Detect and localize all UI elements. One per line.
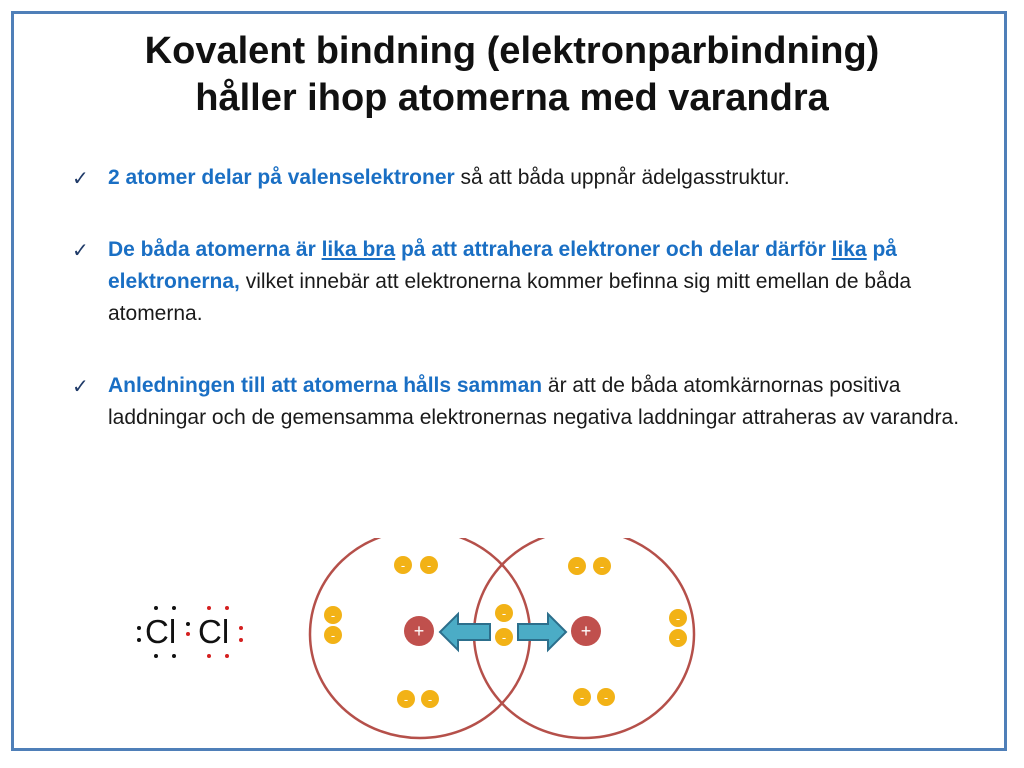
lewis-dot	[239, 638, 243, 642]
electron-label: -	[603, 690, 609, 705]
electron-label: -	[675, 611, 681, 626]
lewis-dot	[137, 638, 141, 642]
lewis-shared-dot	[186, 622, 190, 626]
lewis-dot	[207, 654, 211, 658]
lewis-dot	[239, 626, 243, 630]
electron-pair-right-top	[568, 557, 611, 575]
bullet-emphasis: på elektronerna,	[108, 238, 897, 293]
slide-title	[40, 28, 984, 122]
bullet-item	[72, 162, 982, 194]
check-icon: ✓	[72, 166, 89, 190]
bullet-underlined: lika	[831, 238, 867, 261]
title-line-1: Kovalent bindning (elektronparbindning)	[144, 30, 880, 72]
electron-pair-shared	[495, 604, 513, 646]
attraction-arrow-left	[440, 614, 490, 650]
electron-pair-left-bottom	[397, 690, 439, 708]
nucleus-left-label: +	[413, 621, 425, 641]
nucleus-right-label: +	[580, 621, 592, 641]
lewis-atom-cl-left: Cl	[145, 613, 177, 650]
bullet-emphasis: De båda atomerna är	[108, 238, 322, 261]
lewis-dot	[172, 654, 176, 658]
electron-label: -	[501, 606, 507, 621]
title-line-2: håller ihop atomerna med varandra	[195, 77, 829, 119]
lewis-structure	[132, 600, 252, 664]
check-icon: ✓	[72, 374, 89, 398]
bullet-emphasis: på att attrahera elektroner och delar därför	[395, 238, 832, 261]
lewis-dot	[172, 606, 176, 610]
electron-label: -	[330, 608, 336, 623]
bullet-item	[72, 370, 982, 434]
bullet-list	[72, 162, 982, 434]
lewis-dot	[225, 606, 229, 610]
electron-label: -	[675, 631, 681, 646]
check-icon: ✓	[72, 238, 89, 262]
electron-label: -	[330, 628, 336, 643]
electron-label: -	[403, 692, 409, 707]
bullet-item	[72, 234, 982, 330]
bullet-text: är att de båda atomkärnornas positiva laddningar och de gemensamma elektronernas negativa laddningar attraheras av varandra.	[108, 374, 960, 429]
electron-label: -	[400, 558, 406, 573]
electron-pair-left-outer	[324, 606, 342, 644]
lewis-shared-dot	[186, 632, 190, 636]
bullet-emphasis: Anledningen till att atomerna hålls samman	[108, 374, 543, 397]
electron-pair-right-outer	[669, 609, 687, 647]
electron-label: -	[574, 559, 580, 574]
electron-pair-left-top	[394, 556, 438, 574]
lewis-dot	[154, 606, 158, 610]
electron-label: -	[426, 558, 432, 573]
bullet-underlined: lika bra	[321, 238, 396, 261]
electron-label: -	[579, 690, 585, 705]
electron-label: -	[599, 559, 605, 574]
attraction-arrow-right	[518, 614, 566, 650]
lewis-dot	[225, 654, 229, 658]
electron-label: -	[427, 692, 433, 707]
bullet-text: vilket innebär att elektronerna kommer befinna sig mitt emellan de båda atomerna.	[108, 270, 912, 325]
electron-label: -	[501, 630, 507, 645]
electron-pair-right-bottom	[573, 688, 615, 706]
lewis-dot	[207, 606, 211, 610]
lewis-atom-cl-right: Cl	[198, 613, 230, 650]
bullet-text: så att båda uppnår ädelgasstruktur.	[454, 166, 790, 189]
lewis-dot	[137, 626, 141, 630]
bullet-emphasis: 2 atomer delar på valenselektroner	[108, 166, 455, 189]
covalent-bond-diagram	[300, 538, 720, 758]
lewis-dot	[154, 654, 158, 658]
